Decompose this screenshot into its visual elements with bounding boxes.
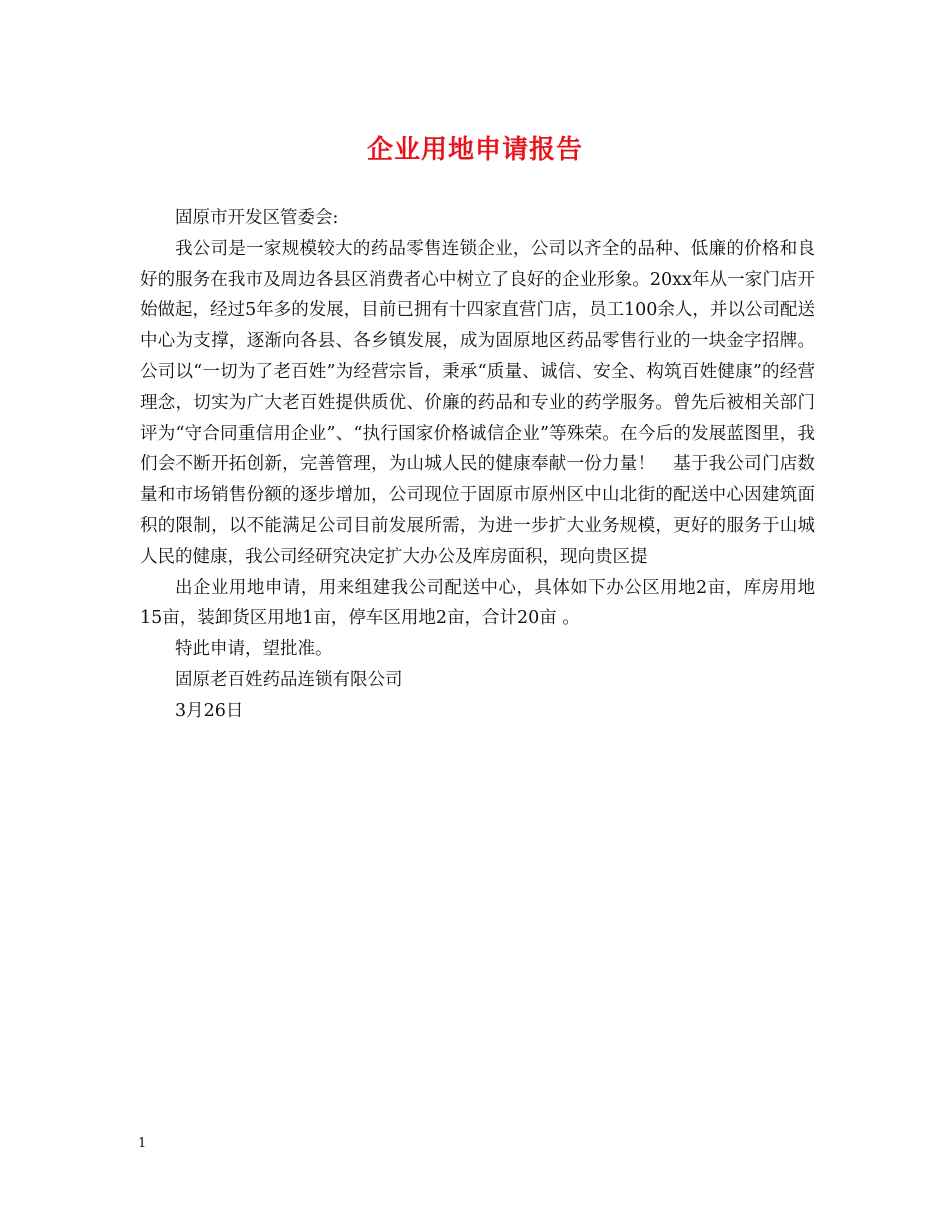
body-paragraph-request: 出企业用地申请，用来组建我公司配送中心，具体如下办公区用地2亩，库房用地 15亩，装卸货区用地1亩，停车区用地2亩，合计20亩 。 bbox=[140, 577, 815, 629]
body-paragraph-main: 我公司是一家规模较大的药品零售连锁企业，公司以齐全的品种、低廉的价格和良好的服务在我市及周边各县区消费者心中树立了良好的企业形象。20xx年从一家门店开始做起，经过5年多的发展，目前已拥有十四家直营门店，员工100余人，并以公司配送中心为支撑，逐渐向各县、各乡镇发展，成为固原地区药品零售行业的一块金字招牌。公司以“一切为了老百姓”为经营宗旨，秉承“质量、诚信、安全、构筑百姓健康”的经营理念，切实为广大老百姓提供质优、价廉的药品和专业的药学服务。曾先后被相关部门评为“守合同重信用企业”、“执行国家价格诚信企业”等殊荣。在今后的发展蓝图里，我们会不断开拓创新，完善管理，为山城人民的健康奉献一份力量！ 基于我公司门店数量和市场销售份额的逐步增加，公司现位于固原市原州区中山北街的配送中心因建筑面积的限制，以不能满足公司目前发展所需，为进一步扩大业务规模，更好的服务于山城人民的健康，我公司经研究决定扩大办公及库房面积，现向贵区提 bbox=[140, 238, 815, 567]
signature-company: 固原老百姓药品连锁有限公司 bbox=[175, 669, 403, 690]
signature-date: 3月26日 bbox=[175, 700, 244, 721]
document-body bbox=[140, 203, 815, 727]
page-number: 1 bbox=[138, 1136, 147, 1151]
closing-line: 特此申请，望批准。 bbox=[175, 639, 333, 660]
document-title: 企业用地申请报告 bbox=[366, 135, 583, 165]
salutation: 固原市开发区管委会: bbox=[175, 208, 339, 228]
